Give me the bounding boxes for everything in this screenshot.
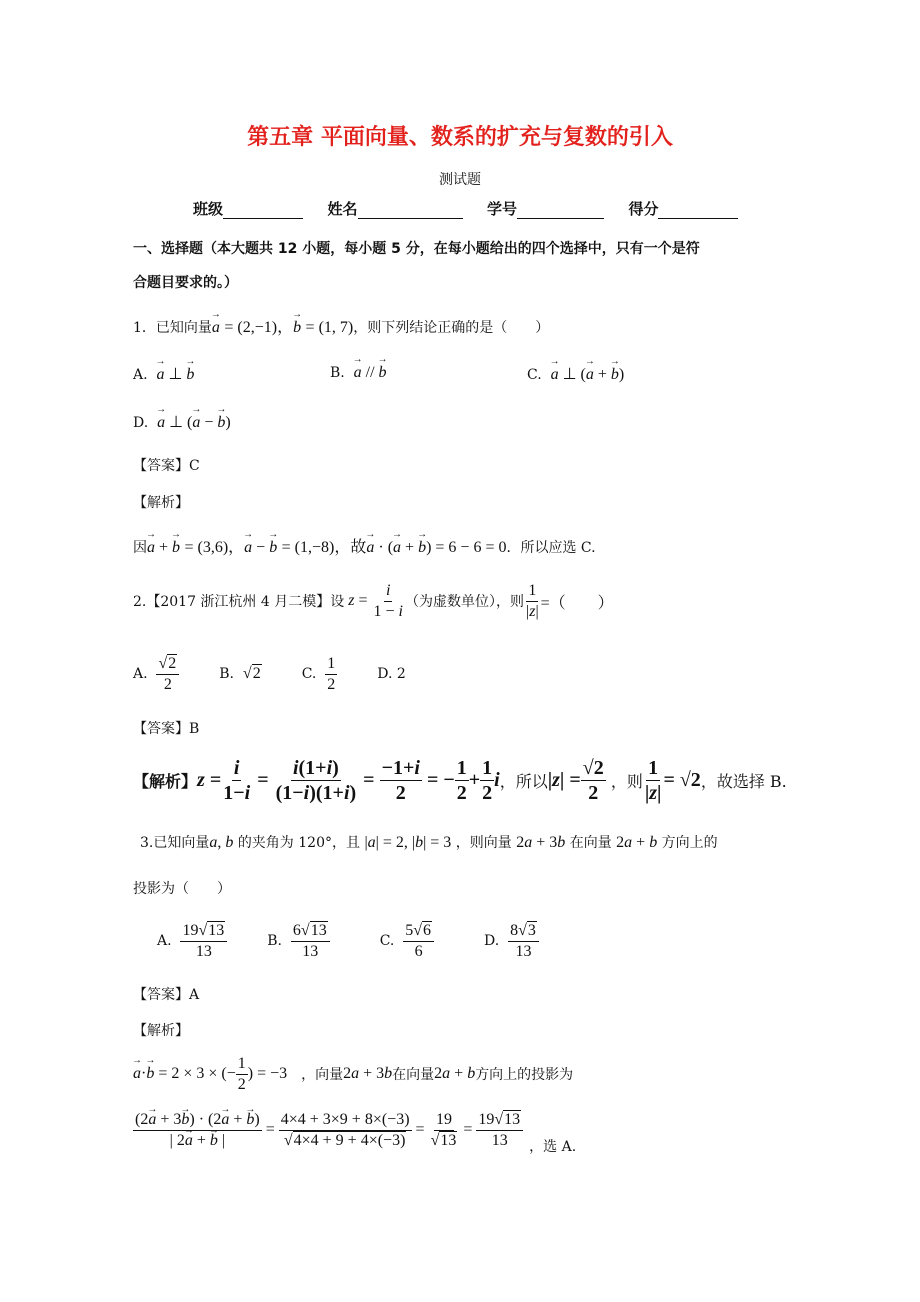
- question-1-option-b[interactable]: B. → a // → b: [330, 364, 387, 382]
- question-3-option-d[interactable]: D. $\frac{8√3}{13}$: [484, 921, 539, 962]
- question-3-stem-line2: 投影为（ ）: [133, 881, 231, 897]
- header-fields: [193, 198, 738, 219]
- question-2-solution: 【解析】 z = $\frac{i}{1-i}$ = $\frac{i(1+i)}{(1-i)(1+i)}$ = $\frac{-1+i}{2}$ = − $\frac{1}{2}$ + $\frac{1}{2}$ i ，所以 |z| = $\frac{√2}{2}$ ，则 $\frac{1}{|z|}$ = √2 ，故选择 B.: [133, 756, 787, 804]
- question-2-option-a[interactable]: A. $\frac{√2}{2}$: [133, 654, 179, 695]
- page-title: 第五章 平面向量、数系的扩充与复数的引入: [247, 125, 673, 150]
- question-3-analysis-label: 【解析】: [133, 1023, 189, 1039]
- question-1-answer: 【答案】C: [133, 458, 200, 474]
- page-subtitle: 测试题: [439, 172, 481, 188]
- question-3-stem-line1: 3.已知向量a, b 的夹角为 120°，且 |a| = 2, |b| = 3 ，则向量 2a + 3b 在向量 2a + b 方向上的: [140, 834, 718, 851]
- question-1-option-a[interactable]: A. → a ⊥ → b: [133, 364, 194, 384]
- name-label: 姓名: [327, 200, 358, 218]
- id-field[interactable]: [517, 202, 604, 219]
- score-label: 得分: [628, 200, 659, 218]
- class-label: 班级: [193, 200, 224, 218]
- question-3-options: [157, 916, 539, 966]
- question-1-solution: 因→ a + → b = (3,6)，→ a − → b = (1,−8)，故→ a · (→ a + → b) = 6 − 6 = 0．所以应选 C.: [133, 534, 596, 557]
- section-heading-line1: 一、选择题（本大题共 12 小题，每小题 5 分，在每小题给出的四个选择中，只有一个是符: [133, 241, 700, 257]
- question-2-options: [133, 651, 406, 697]
- question-3-option-a[interactable]: A. $\frac{19√13}{13}$: [157, 921, 227, 962]
- score-field[interactable]: [658, 202, 738, 219]
- question-3-option-b[interactable]: B. $\frac{6√13}{13}$: [267, 921, 329, 962]
- question-3-option-c[interactable]: C. $\frac{5√6}{6}$: [380, 921, 434, 962]
- class-field[interactable]: [223, 202, 303, 219]
- question-3-answer: 【答案】A: [133, 987, 200, 1003]
- question-2-option-c[interactable]: C. $\frac{1}{2}$: [301, 654, 336, 693]
- question-2-option-d[interactable]: D. 2: [377, 666, 406, 682]
- question-2-answer: 【答案】B: [133, 721, 200, 737]
- question-2-stem: 2.【2017 浙江杭州 4 月二模】设 z = $\frac{i}{1 - i}$ （为虚数单位），则 $\frac{1}{|z|}$ =（ ）: [133, 581, 614, 620]
- question-1-stem: 1．已知向量→ a = (2,−1)，→ b = (1, 7)，则下列结论正确的是（ ）: [133, 314, 549, 337]
- question-1-option-d[interactable]: D. → a ⊥ (→ a − → b): [133, 412, 231, 432]
- question-1-option-c[interactable]: C. → a ⊥ (→ a + → b): [527, 364, 624, 384]
- id-label: 学号: [486, 200, 517, 218]
- question-2-option-b[interactable]: B. √2: [219, 665, 261, 682]
- question-3-solution-line1: → a · → b = 2 × 3 × (− $\frac{1}{2}$ ) = −3 ，向量 2a + 3b 在向量 2a + b 方向上的投影为: [133, 1046, 573, 1102]
- name-field[interactable]: [358, 202, 463, 219]
- question-3-solution-line2: $\frac{(2\to a + 3\to b) \cdot (2\to a + \to b)}{| 2\to a + \to b |}$ = $\frac{4\times 4 + 3\times 9 + 8\times(-3)}{√4\times 4 + 9 + 4\times(-3)}$ = $\frac{19}{√13}$ = $\frac{19√13}{13}$ ，选 A.: [133, 1100, 576, 1160]
- question-1-analysis-label: 【解析】: [133, 495, 189, 511]
- section-heading-line2: 合题目要求的。）: [133, 275, 238, 291]
